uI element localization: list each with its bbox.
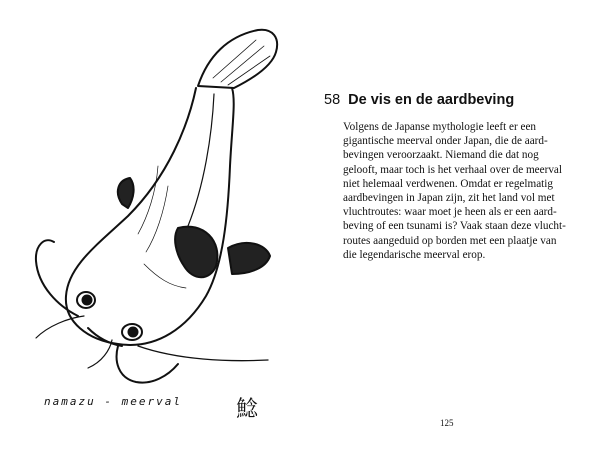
catfish-illustration [18, 16, 298, 396]
body-line: bevingen veroorzaakt. Niemand die dat nog [343, 149, 539, 162]
body-line: niet helemaal verdwenen. Omdat er regelmatig [343, 177, 553, 190]
body-line: routes aangeduid op borden met een plaatje van [343, 234, 557, 247]
illustration-caption: namazu - meerval [44, 395, 182, 408]
namazu-kanji: 鯰 [236, 397, 259, 422]
body-line: gigantische meerval onder Japan, die de aard- [343, 135, 548, 148]
whisker-bottom [117, 346, 178, 383]
side-fin [228, 243, 270, 274]
pectoral-fin [175, 227, 217, 278]
section-title: De vis en de aardbeving [348, 92, 515, 108]
section-number: 58 [324, 92, 341, 108]
body-line: gelooft, maar toch is het verhaal over de meerval [343, 163, 562, 176]
body-line: vluchtroutes: waar moet je heen als er een aard- [343, 206, 557, 219]
body-line: beving of een tsunami is? Vaak staan deze vlucht- [343, 220, 566, 233]
body-paragraph [343, 120, 583, 262]
body-line: die legendarische meerval erop. [343, 248, 486, 261]
page-number: 125 [440, 418, 454, 428]
section-heading [324, 92, 574, 108]
body-line: aardbevingen in Japan zijn, zit het land vol met [343, 192, 555, 205]
body-line: Volgens de Japanse mythologie leeft er een [343, 121, 537, 133]
